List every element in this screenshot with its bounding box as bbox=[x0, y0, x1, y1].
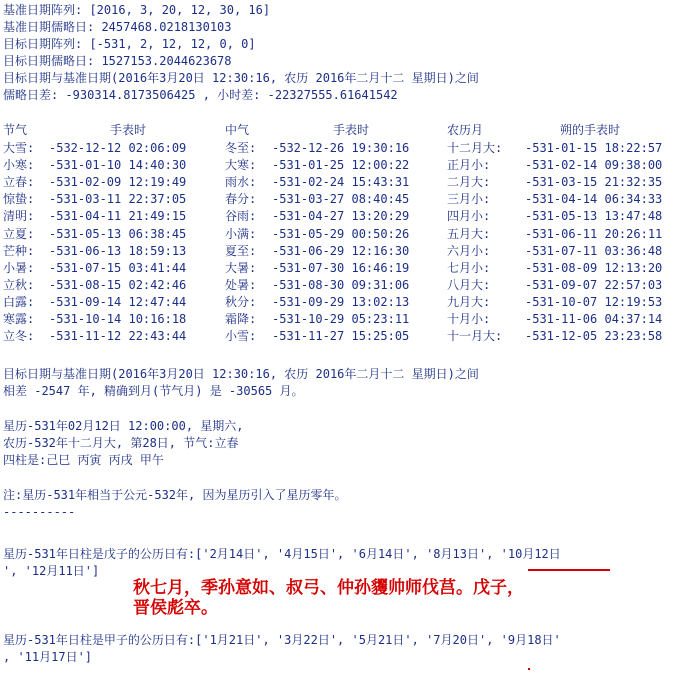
zhongqi-name-cell: 小满: bbox=[225, 226, 257, 241]
new-moon-time-cell: -531-03-15 21:32:35 bbox=[525, 175, 663, 190]
jieqi-time-cell: -531-04-11 21:49:15 bbox=[49, 209, 187, 224]
red-underline-mark bbox=[528, 569, 610, 571]
new-moon-time-cell: -531-01-15 18:22:57 bbox=[525, 141, 663, 155]
lunar-month-cell: 四月小: bbox=[447, 209, 491, 224]
annotation-line-2: 晋侯彪卒。 bbox=[133, 598, 218, 618]
jieqi-name-cell: 白露: bbox=[3, 294, 35, 309]
jieqi-name-cell: 大雪: bbox=[3, 141, 35, 155]
new-moon-time-cell: -531-09-07 22:57:03 bbox=[525, 277, 663, 292]
summary-range: 目标日期与基准日期(2016年3月20日 12:30:16, 农历 2016年二月十二 星期日)之间 bbox=[3, 367, 479, 381]
jieqi-time-cell: -531-08-15 02:42:46 bbox=[49, 277, 187, 292]
target-julian-day: 目标日期儒略日: 1527153.2044623678 bbox=[3, 54, 232, 68]
lunar-date: 农历-532年十二月大, 第28日, 节气:立春 bbox=[3, 436, 239, 450]
new-moon-time-cell: -531-05-13 13:47:48 bbox=[525, 209, 663, 224]
four-pillars: 四柱是:己巳 丙寅 丙戌 甲午 bbox=[3, 453, 164, 467]
new-moon-time-cell: -531-07-11 03:36:48 bbox=[525, 243, 663, 258]
red-dot-mark bbox=[528, 668, 530, 670]
zhongqi-name-cell: 冬至: bbox=[225, 141, 257, 155]
jieqi-time-cell: -531-05-13 06:38:45 bbox=[49, 226, 187, 241]
new-moon-time-cell: -531-10-07 12:19:53 bbox=[525, 294, 663, 309]
new-moon-time-cell: -531-02-14 09:38:00 bbox=[525, 158, 663, 173]
jieqi-name-cell: 立夏: bbox=[3, 226, 35, 241]
jieqi-name-cell: 清明: bbox=[3, 209, 35, 224]
base-date-array: 基准日期阵列: [2016, 3, 20, 12, 30, 16] bbox=[3, 3, 271, 17]
lunar-month-cell: 十二月大: bbox=[447, 141, 503, 155]
zhongqi-name-cell: 霜降: bbox=[225, 312, 257, 326]
lunar-month-cell: 八月大: bbox=[447, 277, 491, 292]
zhongqi-name-cell: 秋分: bbox=[225, 294, 257, 309]
target-date-array: 目标日期阵列: [-531, 2, 12, 12, 0, 0] bbox=[3, 37, 256, 51]
zhongqi-time-cell: -531-11-27 15:25:05 bbox=[272, 329, 410, 344]
col-header-zhongqi: 中气 bbox=[225, 123, 250, 137]
wuzi-days-line: 星历-531年日柱是戊子的公历日有:['2月14日', '4月15日', '6月14日', '8月13日', '10月12日 bbox=[3, 547, 561, 561]
lunar-month-cell: 十月小: bbox=[447, 312, 491, 326]
new-moon-time-cell: -531-06-11 20:26:11 bbox=[525, 226, 663, 241]
jieqi-time-cell: -531-01-10 14:40:30 bbox=[49, 158, 187, 173]
star-calendar-date: 星历-531年02月12日 12:00:00, 星期六, bbox=[3, 419, 244, 433]
julian-day-difference: 儒略日差: -930314.8173506425 , 小时差: -22327555.61641542 bbox=[3, 88, 398, 102]
jieqi-name-cell: 立春: bbox=[3, 175, 35, 190]
new-moon-time-cell: -531-04-14 06:34:33 bbox=[525, 192, 663, 207]
lunar-month-cell: 二月大: bbox=[447, 175, 491, 190]
zhongqi-name-cell: 春分: bbox=[225, 192, 257, 207]
zhongqi-time-cell: -531-07-30 16:46:19 bbox=[272, 260, 410, 275]
lunar-month-cell: 三月小: bbox=[447, 192, 491, 207]
lunar-month-cell: 九月大: bbox=[447, 294, 491, 309]
separator-line: ---------- bbox=[3, 505, 76, 519]
col-header-new-moon-time: 朔的手表时 bbox=[560, 123, 621, 137]
zhongqi-name-cell: 谷雨: bbox=[225, 209, 257, 224]
zhongqi-time-cell: -531-09-29 13:02:13 bbox=[272, 294, 410, 309]
zhongqi-time-cell: -531-06-29 12:16:30 bbox=[272, 243, 410, 258]
jieqi-time-cell: -531-02-09 12:19:49 bbox=[49, 175, 187, 190]
summary-difference: 相差 -2547 年, 精确到月(节气月) 是 -30565 月。 bbox=[3, 384, 304, 398]
zhongqi-time-cell: -531-08-30 09:31:06 bbox=[272, 277, 410, 292]
jieqi-name-cell: 惊蛰: bbox=[3, 192, 35, 207]
zhongqi-name-cell: 大暑: bbox=[225, 260, 257, 275]
zhongqi-time-cell: -531-05-29 00:50:26 bbox=[272, 226, 410, 241]
jieqi-time-cell: -531-03-11 22:37:05 bbox=[49, 192, 187, 207]
jieqi-name-cell: 立冬: bbox=[3, 329, 35, 344]
zhongqi-name-cell: 大寒: bbox=[225, 158, 257, 173]
zhongqi-time-cell: -531-03-27 08:40:45 bbox=[272, 192, 410, 207]
lunar-month-cell: 六月小: bbox=[447, 243, 491, 258]
zhongqi-name-cell: 夏至: bbox=[225, 243, 257, 258]
zhongqi-time-cell: -531-01-25 12:00:22 bbox=[272, 158, 410, 173]
jieqi-name-cell: 立秋: bbox=[3, 277, 35, 292]
col-header-lunar-month: 农历月 bbox=[447, 123, 484, 137]
zhongqi-time-cell: -531-04-27 13:20:29 bbox=[272, 209, 410, 224]
jieqi-name-cell: 小寒: bbox=[3, 158, 35, 173]
annotation-line-1: 秋七月，季孙意如、叔弓、仲孙貜帅师伐莒。戊子， bbox=[133, 578, 524, 598]
jieqi-name-cell: 小暑: bbox=[3, 260, 35, 275]
zhongqi-time-cell: -531-10-29 05:23:11 bbox=[272, 312, 410, 326]
new-moon-time-cell: -531-11-06 04:37:14 bbox=[525, 312, 663, 326]
zhongqi-time-cell: -531-02-24 15:43:31 bbox=[272, 175, 410, 190]
jieqi-name-cell: 寒露: bbox=[3, 312, 35, 326]
jiazi-days-line: 星历-531年日柱是甲子的公历日有:['1月21日', '3月22日', '5月21日', '7月20日', '9月18日' bbox=[3, 633, 561, 647]
jieqi-time-cell: -532-12-12 02:06:09 bbox=[49, 141, 187, 155]
jiazi-days-continuation: , '11月17日'] bbox=[3, 650, 93, 664]
new-moon-time-cell: -531-08-09 12:13:20 bbox=[525, 260, 663, 275]
zhongqi-time-cell: -532-12-26 19:30:16 bbox=[272, 141, 410, 155]
date-range-heading: 目标日期与基准日期(2016年3月20日 12:30:16, 农历 2016年二月十二 星期日)之间 bbox=[3, 71, 479, 85]
zhongqi-name-cell: 处暑: bbox=[225, 277, 257, 292]
zhongqi-name-cell: 雨水: bbox=[225, 175, 257, 190]
jieqi-time-cell: -531-06-13 18:59:13 bbox=[49, 243, 187, 258]
lunar-month-cell: 五月大: bbox=[447, 226, 491, 241]
lunar-month-cell: 七月小: bbox=[447, 260, 491, 275]
jieqi-time-cell: -531-10-14 10:16:18 bbox=[49, 312, 187, 326]
jieqi-time-cell: -531-09-14 12:47:44 bbox=[49, 294, 187, 309]
note-text: 注:星历-531年相当于公元-532年, 因为星历引入了星历零年。 bbox=[3, 488, 347, 502]
jieqi-name-cell: 芒种: bbox=[3, 243, 35, 258]
wuzi-days-continuation: ', '12月11日'] bbox=[3, 564, 100, 578]
col-header-jieqi: 节气 bbox=[3, 123, 28, 137]
lunar-month-cell: 十一月大: bbox=[447, 329, 503, 344]
base-julian-day: 基准日期儒略日: 2457468.0218130103 bbox=[3, 20, 232, 34]
lunar-month-cell: 正月小: bbox=[447, 158, 491, 173]
zhongqi-name-cell: 小雪: bbox=[225, 329, 257, 344]
new-moon-time-cell: -531-12-05 23:23:58 bbox=[525, 329, 663, 344]
col-header-watch-time-2: 手表时 bbox=[333, 123, 370, 137]
jieqi-time-cell: -531-11-12 22:43:44 bbox=[49, 329, 187, 344]
col-header-watch-time-1: 手表时 bbox=[110, 123, 147, 137]
jieqi-time-cell: -531-07-15 03:41:44 bbox=[49, 260, 187, 275]
